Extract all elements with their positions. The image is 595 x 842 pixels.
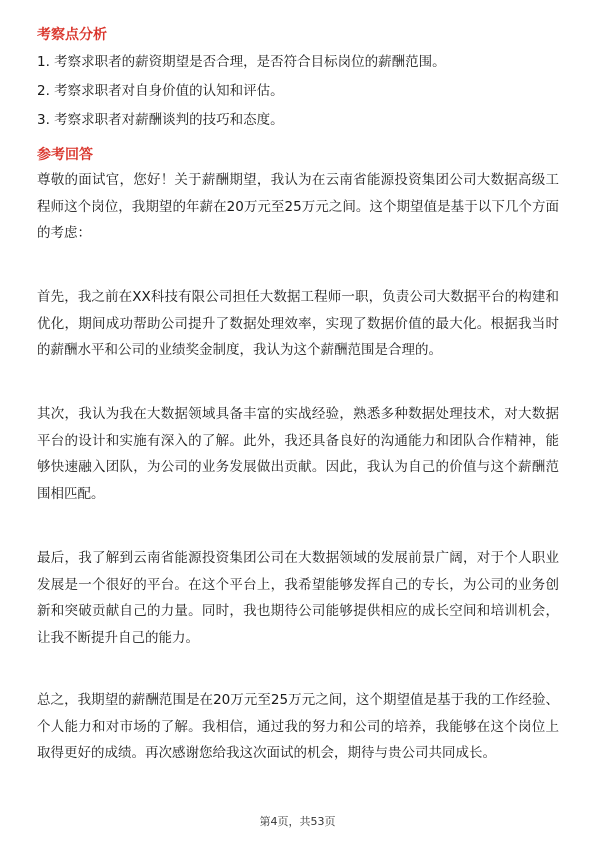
answer-paragraph-5: 总之，我期望的薪酬范围是在20万元至25万元之间，这个期望值是基于我的工作经验、个人能力和对市场的了解。我相信，通过我的努力和公司的培养，我能够在这个岗位上取得更好的成绩。再次感谢您给我这次面试的机会，期待与贵公司共同成长。 [37, 692, 559, 761]
answer-paragraph-1: 尊敬的面试官，您好！关于薪酬期望，我认为在云南省能源投资集团公司大数据高级工程师这个岗位，我期望的年薪在20万元至25万元之间。这个期望值是基于以下几个方面的考虑： [37, 172, 559, 241]
analysis-item-2: 2. 考察求职者对自身价值的认知和评估。 [37, 83, 284, 99]
page-number: 第4页，共53页 [259, 815, 336, 828]
answer-paragraph-4: 最后，我了解到云南省能源投资集团公司在大数据领域的发展前景广阔，对于个人职业发展是一个很好的平台。在这个平台上，我希望能够发挥自己的专长，为公司的业务创新和突破贡献自己的力量。同时，我也期待公司能够提供相应的成长空间和培训机会，让我不断提升自己的能力。 [37, 550, 559, 646]
analysis-item-1: 1. 考察求职者的薪资期望是否合理，是否符合目标岗位的薪酬范围。 [37, 54, 446, 70]
analysis-item-3: 3. 考察求职者对薪酬谈判的技巧和态度。 [37, 112, 284, 128]
analysis-heading: 考察点分析 [37, 27, 107, 43]
answer-paragraph-3: 其次，我认为我在大数据领域具备丰富的实战经验，熟悉多种数据处理技术，对大数据平台的设计和实施有深入的了解。此外，我还具备良好的沟通能力和团队合作精神，能够快速融入团队，为公司的业务发展做出贡献。因此，我认为自己的价值与这个薪酬范围相匹配。 [37, 406, 559, 502]
answer-heading: 参考回答 [37, 147, 93, 163]
answer-paragraph-2: 首先，我之前在XX科技有限公司担任大数据工程师一职，负责公司大数据平台的构建和优化，期间成功帮助公司提升了数据处理效率，实现了数据价值的最大化。根据我当时的薪酬水平和公司的业绩奖金制度，我认为这个薪酬范围是合理的。 [37, 289, 559, 358]
